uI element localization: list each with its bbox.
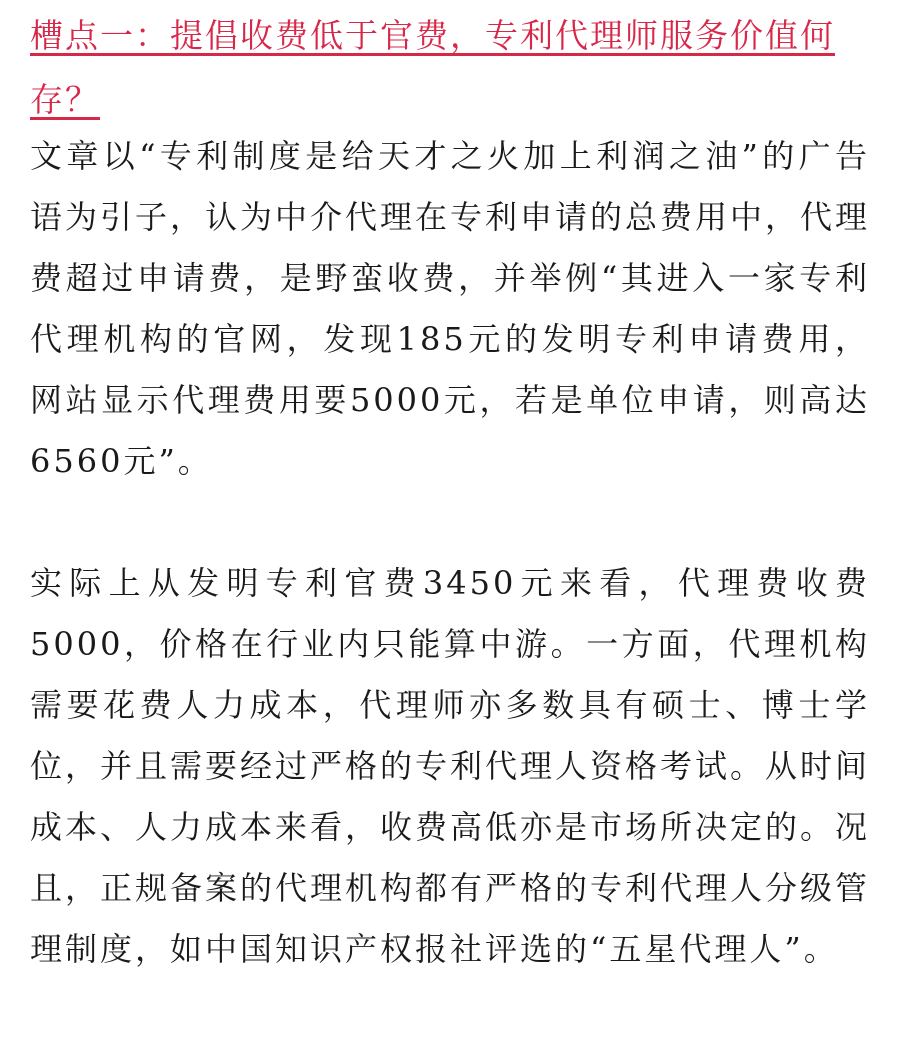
heading-text: 槽点一：提倡收费低于官费，专利代理师服务价值何存？ [30,16,835,119]
paragraph-2: 实际上从发明专利官费3450元来看，代理费收费5000，价格在行业内只能算中游。一方面，代理机构需要花费人力成本，代理师亦多数具有硕士、博士学位，并且需要经过严格的专利代理人资格考试。从时间成本、人力成本来看，收费高低亦是市场所决定的。况且，正规备案的代理机构都有严格的专利代理人分级管理制度，如中国知识产权报社评选的“五星代理人”。 [30,564,871,968]
paragraph-1: 文章以“专利制度是给天才之火加上利润之油”的广告语为引子，认为中介代理在专利申请的总费用中，代理费超过申请费，是野蛮收费，并举例“其进入一家专利代理机构的官网，发现185元的发明专利申请费用，网站显示代理费用要5000元，若是单位申请，则高达6560元”。 [30,137,871,480]
section-heading [30,4,870,132]
